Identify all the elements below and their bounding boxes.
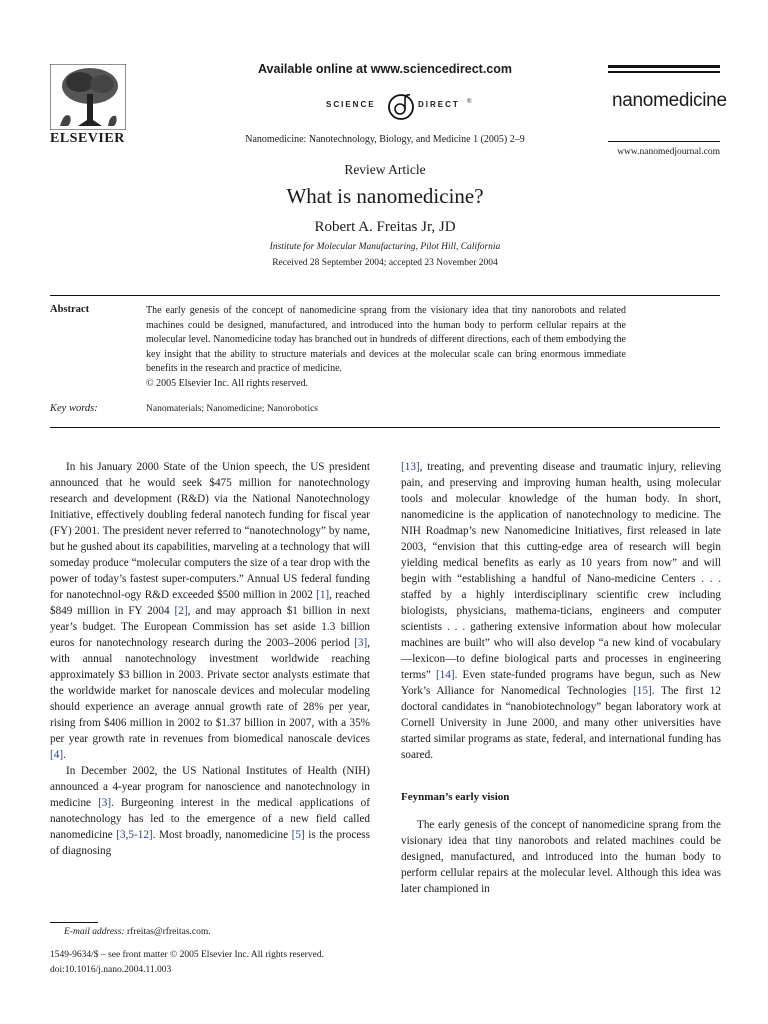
elsevier-tree-logo xyxy=(50,64,126,130)
abstract-text: The early genesis of the concept of nanomedicine sprang from the visionary idea that tiny nanorobots and related machines could be designed, manufactured, and introduced into the human body to perform cellular repairs at the molecular level. Nanomedicine today has branched out in hundreds of different directions, each of them embodying the key insight that the ability to structure materials and devices at the molecular scale can bring enormous immediate benefits in the research and practice of medicine. xyxy=(146,305,626,375)
article-title: What is nanomedicine? xyxy=(286,184,484,208)
publisher-name: ELSEVIER xyxy=(50,131,125,146)
citation-link[interactable]: [15] xyxy=(633,685,652,697)
available-online-text: Available online at www.sciencedirect.com xyxy=(257,62,513,76)
body-paragraph: In December 2002, the US National Institutes of Health (NIH) announced a 4-year program for nanoscience and nanotechnology in medicine [3]. Burgeoning interest in the medical applications of nanotechnology has led to the emergence of a new field called nanomedicine [3,5-12]. Most broadly, nanomedicine [5] is the process of diagnosing xyxy=(50,765,371,857)
article-type: Review Article xyxy=(344,162,426,177)
journal-name: nanomedicine xyxy=(612,90,727,111)
sd-at-icon xyxy=(386,90,416,124)
abstract-copyright: © 2005 Elsevier Inc. All rights reserved. xyxy=(146,377,309,389)
journal-banner-rules xyxy=(608,65,720,76)
abstract-body xyxy=(146,304,626,392)
abstract-bottom-rule xyxy=(50,427,720,428)
journal-citation: Nanomedicine: Nanotechnology, Biology, and Medicine 1 (2005) 2–9 xyxy=(245,134,525,145)
citation-link[interactable]: [13] xyxy=(401,461,420,473)
body-column-right xyxy=(401,459,721,897)
body-paragraph: The early genesis of the concept of nanomedicine sprang from the visionary idea that tiny nanorobots and related machines could be designed, manufactured, and introduced into the human body to perform cellular repairs at the molecular level. Although this idea was later championed in xyxy=(401,819,721,895)
email-address[interactable]: rfreitas@rfreitas.com. xyxy=(126,927,211,937)
journal-url[interactable]: www.nanomedjournal.com xyxy=(617,147,720,157)
citation-link[interactable]: [1] xyxy=(316,589,330,601)
issn-line: 1549-9634/$ – see front matter © 2005 Elsevier Inc. All rights reserved. xyxy=(50,950,324,960)
body-paragraph: In his January 2000 State of the Union speech, the US president announced that he would seek $475 million for nanotechnology research and development (R&D) via the National Nanotechnology Initiative, effectively doubling federal nanotech funding for fiscal year (FY) 2001. The president never referred to “nanotechnology” by name, but he gushed about its capabilities, marveling at a technology that will someday produce “molecular computers the size of a tear drop with the power of today’s fastest super-computers.” Annual US federal funding for nanotechnol-ogy R&D exceeded $500 million in 2002 [1], reached $849 million in FY 2004 [2], and may approach $1 billion in next year’s budget. The European Commission has set aside 1.3 billion euros for nanotechnology research during the 2003–2006 period [3], with annual nanotechnology investment worldwide reaching approximately $3 billion in 2003. Private sector analysts estimate that the worldwide market for nanoscale devices and molecular modeling should experience an average annual growth rate of 28% per year, rising from $406 million in 2002 to $1.37 billion in 2007, with a 35% per year growth rate in revenues from biomedical nanoscale devices [4]. xyxy=(50,461,370,761)
abstract-label: Abstract xyxy=(50,304,90,315)
section-heading: Feynman’s early vision xyxy=(401,791,510,803)
article-author: Robert A. Freitas Jr, JD xyxy=(314,219,456,235)
citation-link[interactable]: [14] xyxy=(435,669,455,681)
email-label: E-mail address: xyxy=(64,927,125,937)
sciencedirect-logo xyxy=(320,90,480,124)
abstract-top-rule xyxy=(50,295,720,296)
doi-line[interactable]: doi:10.1016/j.nano.2004.11.003 xyxy=(50,965,172,975)
citation-link[interactable]: [2] xyxy=(174,605,188,617)
citation-link[interactable]: [5] xyxy=(291,829,305,841)
sd-registered-mark: ® xyxy=(467,99,472,105)
citation-link[interactable]: [3] xyxy=(354,637,368,649)
author-affiliation: Institute for Molecular Manufacturing, Pilot Hill, California xyxy=(269,242,501,252)
article-dates: Received 28 September 2004; accepted 23 November 2004 xyxy=(272,258,498,268)
sd-science-text: SCIENCE xyxy=(326,100,376,109)
citation-link[interactable]: [4] xyxy=(50,749,64,761)
footnote-rule xyxy=(50,922,98,923)
citation-link[interactable]: [3,5-12] xyxy=(116,829,153,841)
keywords-text: Nanomaterials; Nanomedicine; Nanorobotics xyxy=(146,404,319,414)
body-column-left xyxy=(50,459,370,859)
body-paragraph: [13], treating, and preventing disease and traumatic injury, relieving pain, and preserving and improving human health, using molecular tools and molecular knowledge of the human body. In short, nanomedicine is the application of nanotechnology to medicine. The NIH Roadmap’s new Nanomedicine Initiatives, first released in late 2003, “envision that this cutting-edge area of research will begin yielding medical benefits as early as 10 years from now” and will begin with “establishing a handful of Nano-medicine Centers . . . staffed by a highly interdisciplinary scientific crew including biologists, physicians, mathema-ticians, engineers and computer scientists . . . gathering extensive information about how molecular machines are built” who will also develop “a new kind of vocabulary—lexicon—to define biological parts and processes in engineering terms” [14]. Even state-funded programs have begun, such as New York’s Alliance for Nanomedical Technologies [15]. The first 12 doctoral candidates in “nanobiotechnology” began laboratory work at Cornell University in June 2000, and many other universities have started similar programs as state, federal, and international funding has soared. xyxy=(401,461,721,761)
citation-link[interactable]: [3] xyxy=(98,797,112,809)
footnote-email xyxy=(64,927,211,937)
keywords-label: Key words: xyxy=(50,403,98,414)
sd-direct-text: DIRECT xyxy=(418,100,460,109)
journal-banner-divider xyxy=(608,141,720,142)
